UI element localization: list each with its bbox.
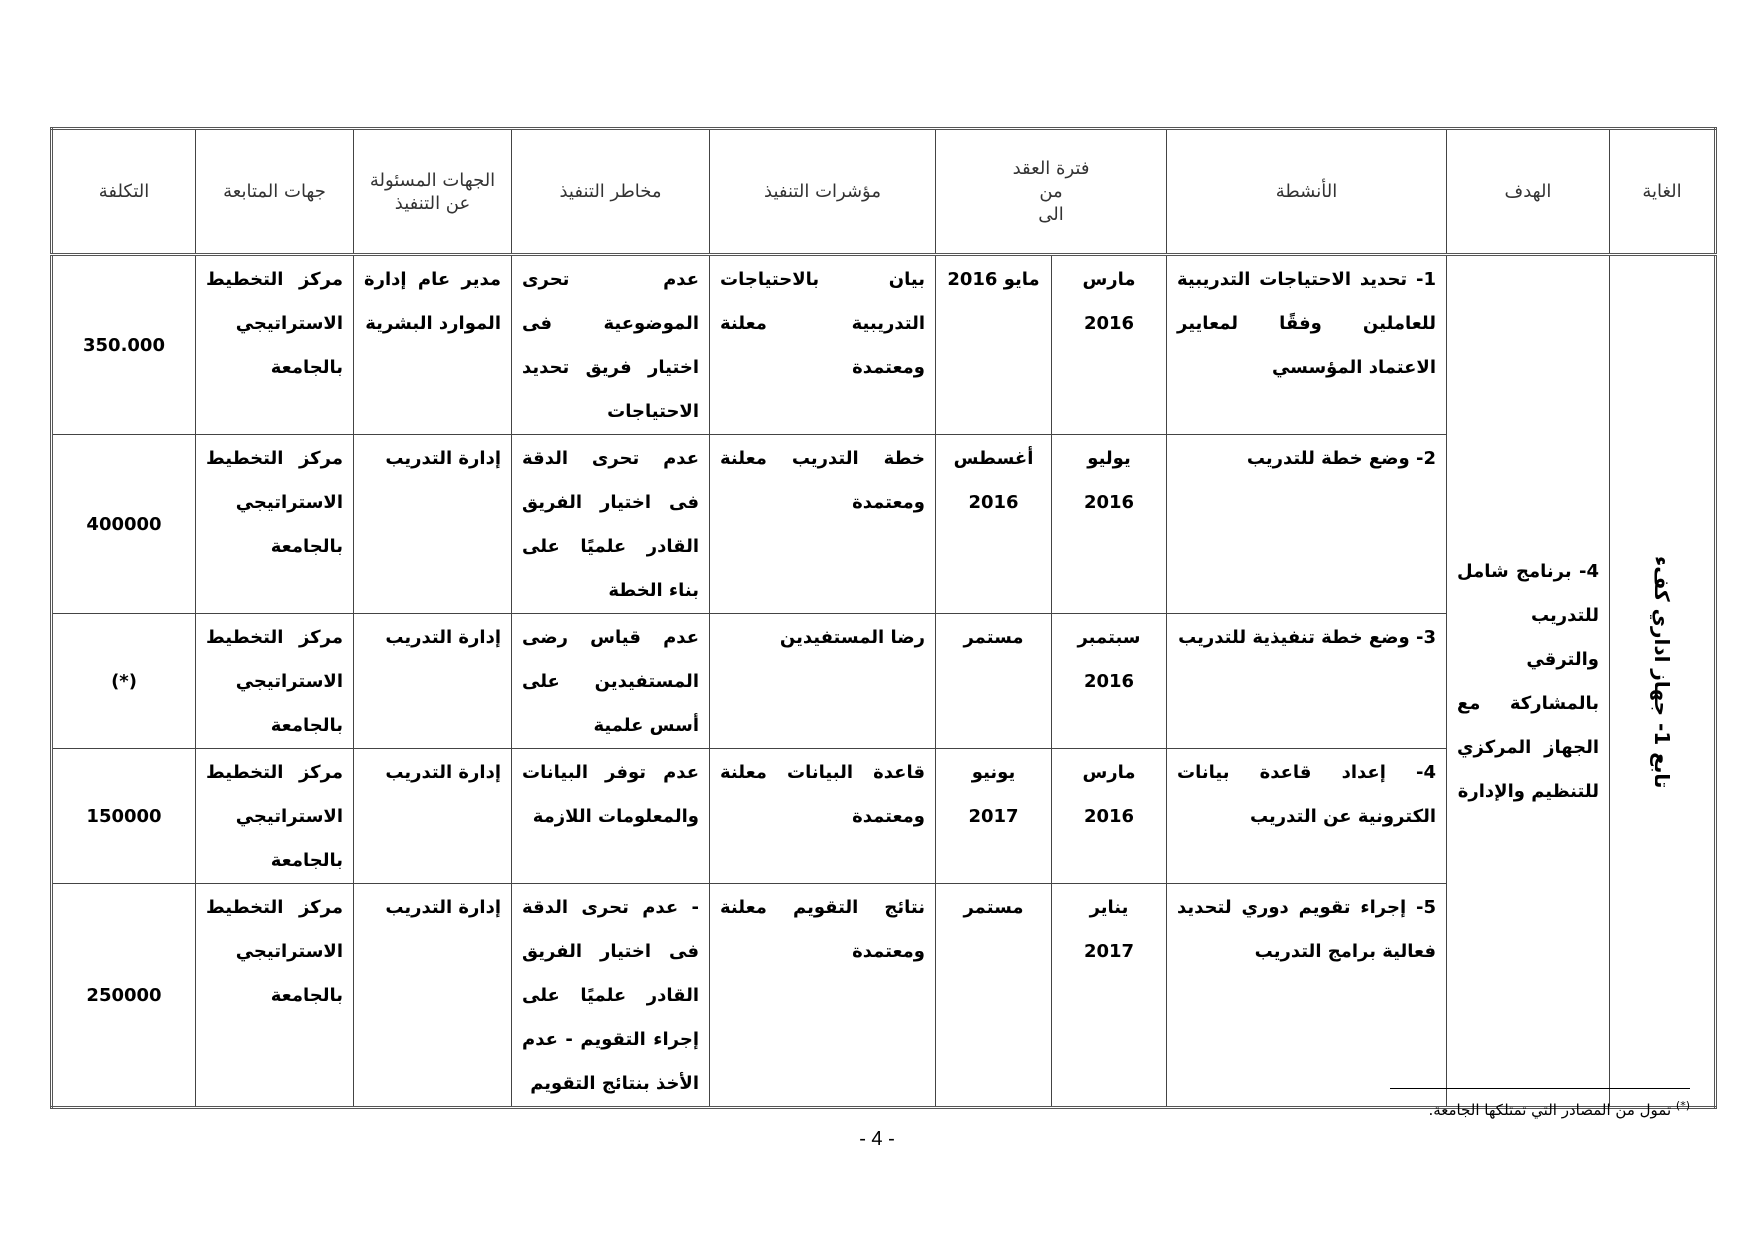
- header-risks: مخاطر التنفيذ: [512, 129, 710, 255]
- risk-cell: عدم تحرى الدقة فى اختيار الفريق القادر علميًا على بناء الخطة: [512, 435, 710, 614]
- header-period-title: فترة العقد: [1012, 158, 1090, 179]
- period-from-cell: يوليو 2016: [1052, 435, 1167, 614]
- footnote: [1428, 1099, 1690, 1119]
- indicator-cell: رضا المستفيدين: [710, 614, 936, 749]
- indicator-cell: خطة التدريب معلنة ومعتمدة: [710, 435, 936, 614]
- period-from-cell: مارس 2016: [1052, 749, 1167, 884]
- followup-cell: مركز التخطيط الاستراتيجي بالجامعة: [196, 614, 354, 749]
- aim-text: تابع 1- جهاز اداري كفء: [1650, 556, 1674, 789]
- activity-cell: 3- وضع خطة تنفيذية للتدريب: [1167, 614, 1447, 749]
- header-indicators: مؤشرات التنفيذ: [710, 129, 936, 255]
- header-row: [52, 129, 1716, 255]
- header-aim: الغاية: [1610, 129, 1716, 255]
- responsible-cell: إدارة التدريب: [354, 749, 512, 884]
- footnote-divider: [1390, 1088, 1690, 1089]
- indicator-cell: بيان بالاحتياجات التدريبية معلنة ومعتمدة: [710, 255, 936, 435]
- aim-cell: [1610, 255, 1716, 1108]
- activity-cell: 1- تحديد الاحتياجات التدريبية للعاملين وفقًا لمعايير الاعتماد المؤسسي: [1167, 255, 1447, 435]
- followup-cell: مركز التخطيط الاستراتيجي بالجامعة: [196, 749, 354, 884]
- followup-cell: مركز التخطيط الاستراتيجي بالجامعة: [196, 255, 354, 435]
- indicator-cell: قاعدة البيانات معلنة ومعتمدة: [710, 749, 936, 884]
- risk-cell: عدم تحرى الموضوعية فى اختيار فريق تحديد الاحتياجات: [512, 255, 710, 435]
- header-responsible: الجهات المسئولة عن التنفيذ: [354, 129, 512, 255]
- cost-cell: 250000: [52, 884, 196, 1108]
- period-to-cell: مستمر: [936, 614, 1052, 749]
- header-followup: جهات المتابعة: [196, 129, 354, 255]
- plan-table: [50, 127, 1717, 1109]
- footnote-text: تمول من المصادر التي تمتلكها الجامعة.: [1428, 1101, 1672, 1119]
- page-number: - 4 -: [859, 1128, 895, 1150]
- cost-cell: 150000: [52, 749, 196, 884]
- risk-cell: - عدم تحرى الدقة فى اختيار الفريق القادر علميًا على إجراء التقويم - عدم الأخذ بنتائج التقويم: [512, 884, 710, 1108]
- cost-cell: (*): [52, 614, 196, 749]
- activity-cell: 5- إجراء تقويم دوري لتحديد فعالية برامج التدريب: [1167, 884, 1447, 1108]
- activity-cell: 2- وضع خطة للتدريب: [1167, 435, 1447, 614]
- goal-cell: 4- برنامج شامل للتدريب والترقي بالمشاركة مع الجهاز المركزي للتنظيم والإدارة: [1447, 255, 1610, 1108]
- header-goal: الهدف: [1447, 129, 1610, 255]
- header-period-from: من: [1039, 181, 1063, 202]
- responsible-cell: إدارة التدريب: [354, 884, 512, 1108]
- footnote-marker: (*): [1675, 1099, 1690, 1112]
- responsible-cell: إدارة التدريب: [354, 614, 512, 749]
- period-from-cell: مارس 2016: [1052, 255, 1167, 435]
- responsible-cell: إدارة التدريب: [354, 435, 512, 614]
- followup-cell: مركز التخطيط الاستراتيجي بالجامعة: [196, 884, 354, 1108]
- period-from-cell: يناير 2017: [1052, 884, 1167, 1108]
- indicator-cell: نتائج التقويم معلنة ومعتمدة: [710, 884, 936, 1108]
- activity-cell: 4- إعداد قاعدة بيانات الكترونية عن التدريب: [1167, 749, 1447, 884]
- period-to-cell: أغسطس 2016: [936, 435, 1052, 614]
- period-from-cell: سبتمبر 2016: [1052, 614, 1167, 749]
- cost-cell: 400000: [52, 435, 196, 614]
- followup-cell: مركز التخطيط الاستراتيجي بالجامعة: [196, 435, 354, 614]
- responsible-cell: مدير عام إدارة الموارد البشرية: [354, 255, 512, 435]
- period-to-cell: مستمر: [936, 884, 1052, 1108]
- period-to-cell: مايو 2016: [936, 255, 1052, 435]
- risk-cell: عدم قياس رضى المستفيدين على أسس علمية: [512, 614, 710, 749]
- cost-cell: 350.000: [52, 255, 196, 435]
- header-period: [936, 129, 1167, 255]
- header-activities: الأنشطة: [1167, 129, 1447, 255]
- period-to-cell: يونيو 2017: [936, 749, 1052, 884]
- risk-cell: عدم توفر البيانات والمعلومات اللازمة: [512, 749, 710, 884]
- table-row: [52, 255, 1716, 435]
- header-cost: التكلفة: [52, 129, 196, 255]
- header-period-to: الى: [1038, 204, 1064, 225]
